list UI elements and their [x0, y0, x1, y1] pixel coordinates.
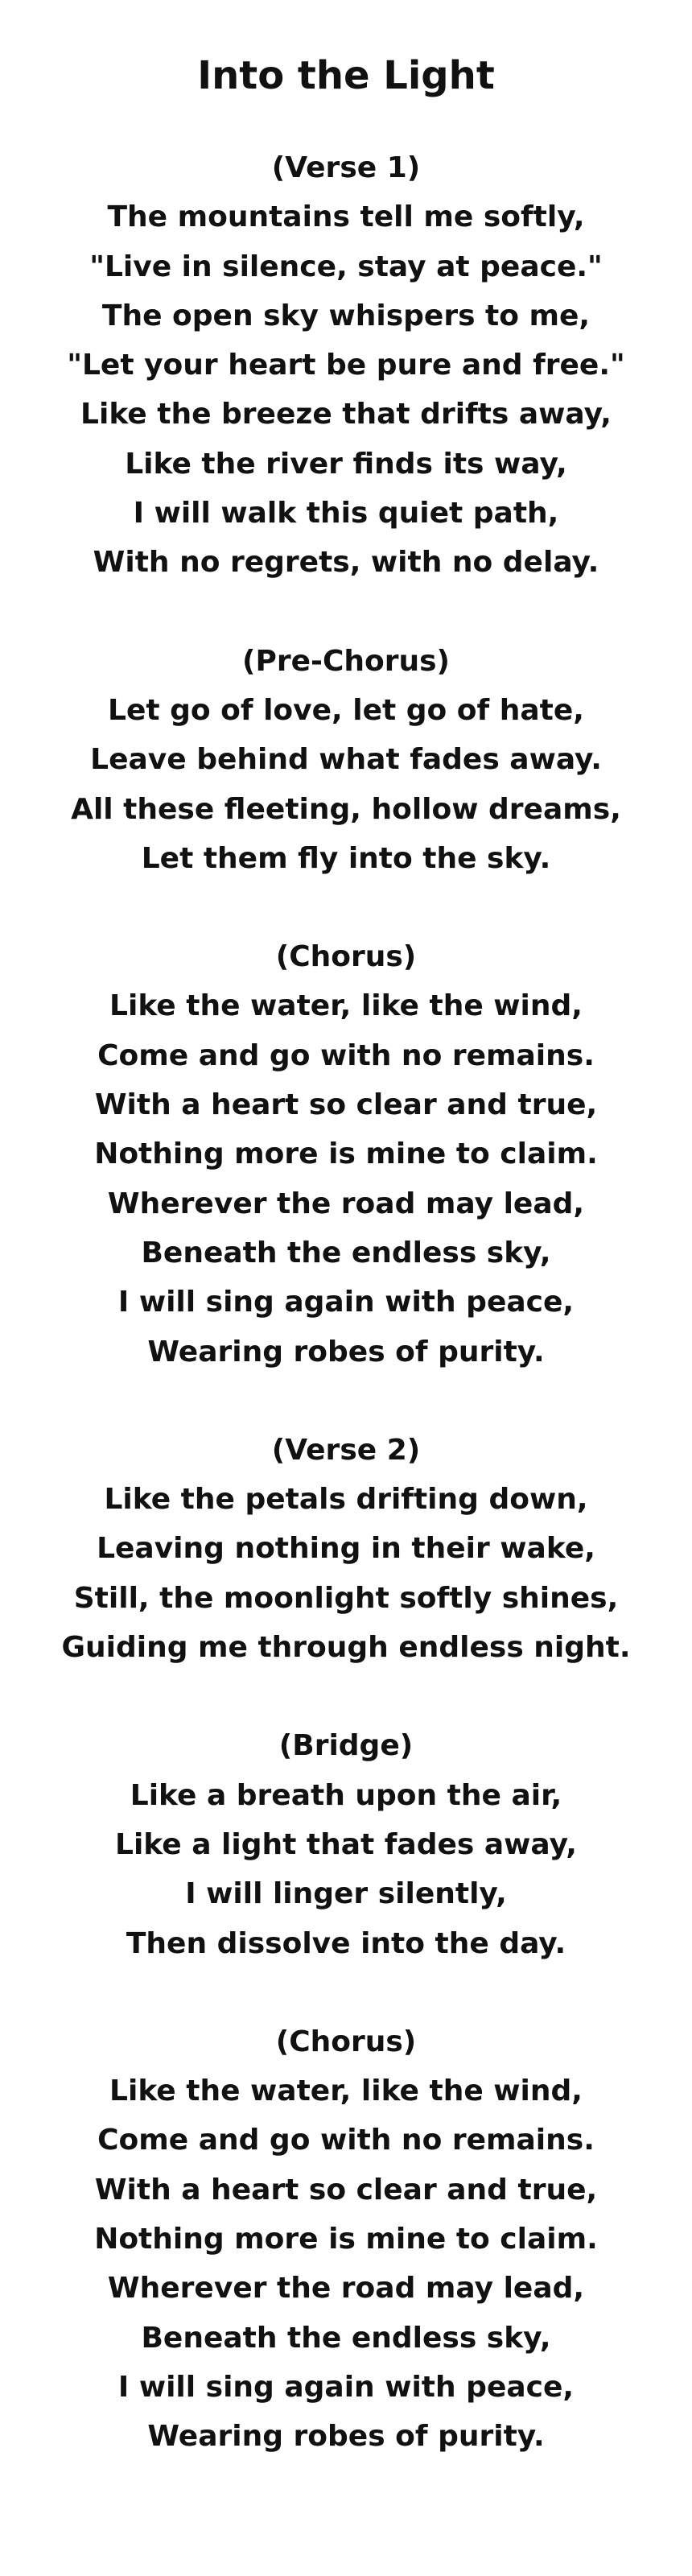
lyric-line: Leaving nothing in their wake, [97, 1532, 595, 1566]
lyric-line: With no regrets, with no delay. [93, 546, 599, 580]
lyric-line: The open sky whispers to me, [101, 299, 591, 332]
section-label: (Verse 1) [271, 151, 421, 184]
lyric-line: Like the water, like the wind, [109, 2074, 583, 2108]
lyric-line: Come and go with no remains. [97, 1038, 595, 1072]
lyric-line: Leave behind what fades away. [90, 743, 602, 777]
section-label: (Pre-Chorus) [242, 644, 450, 678]
lyric-line: All these fleeting, hollow dreams, [71, 792, 621, 826]
section-label: (Chorus) [275, 2025, 417, 2058]
lyric-line: Like a breath upon the air, [130, 1778, 562, 1812]
section-label: (Verse 2) [271, 1433, 421, 1467]
lyric-line: Nothing more is mine to claim. [94, 2222, 598, 2256]
lyric-line: With a heart so clear and true, [94, 1088, 598, 1122]
lyrics-section [0, 143, 692, 588]
lyric-line: Let them fly into the sky. [141, 841, 551, 875]
lyric-line: Let go of love, let go of hate, [108, 693, 584, 727]
lyric-line: Like the water, like the wind, [109, 989, 583, 1023]
lyric-line: Come and go with no remains. [97, 2124, 595, 2157]
lyric-line: Like the breeze that drifts away, [80, 398, 612, 431]
lyrics-section [0, 1721, 692, 1967]
lyrics-section [0, 932, 692, 1377]
lyric-line: Wherever the road may lead, [107, 2272, 585, 2306]
section-label: (Bridge) [278, 1729, 414, 1763]
lyric-line: Like the petals drifting down, [104, 1483, 588, 1517]
lyric-line: I will sing again with peace, [117, 2370, 575, 2404]
lyric-line: Wherever the road may lead, [107, 1187, 585, 1220]
lyric-line: "Let your heart be pure and free." [67, 349, 625, 382]
lyric-line: Guiding me through endless night. [61, 1631, 631, 1665]
lyric-line: I will walk this quiet path, [133, 497, 559, 530]
lyrics-body [0, 143, 692, 2461]
section-label: (Chorus) [275, 940, 417, 974]
lyrics-section [0, 2017, 692, 2462]
lyric-line: Still, the moonlight softly shines, [73, 1581, 619, 1615]
lyric-line: Nothing more is mine to claim. [94, 1137, 598, 1171]
lyric-line: I will sing again with peace, [117, 1286, 575, 1319]
lyrics-section [0, 637, 692, 883]
lyric-line: "Live in silence, stay at peace." [89, 250, 603, 283]
lyric-line: Like a light that fades away, [115, 1827, 577, 1861]
lyric-line: Like the river finds its way, [125, 447, 567, 481]
lyric-line: Wearing robes of purity. [147, 2420, 545, 2454]
lyric-line: Wearing robes of purity. [147, 1335, 545, 1368]
lyric-line: Beneath the endless sky, [141, 2321, 551, 2355]
lyric-line: Beneath the endless sky, [141, 1236, 551, 1269]
song-title: Into the Light [197, 53, 495, 98]
lyric-line: With a heart so clear and true, [94, 2173, 598, 2207]
lyric-line: Then dissolve into the day. [126, 1926, 566, 1960]
lyrics-section [0, 1426, 692, 1672]
lyric-line: The mountains tell me softly, [107, 200, 585, 234]
lyric-line: I will linger silently, [185, 1877, 507, 1911]
